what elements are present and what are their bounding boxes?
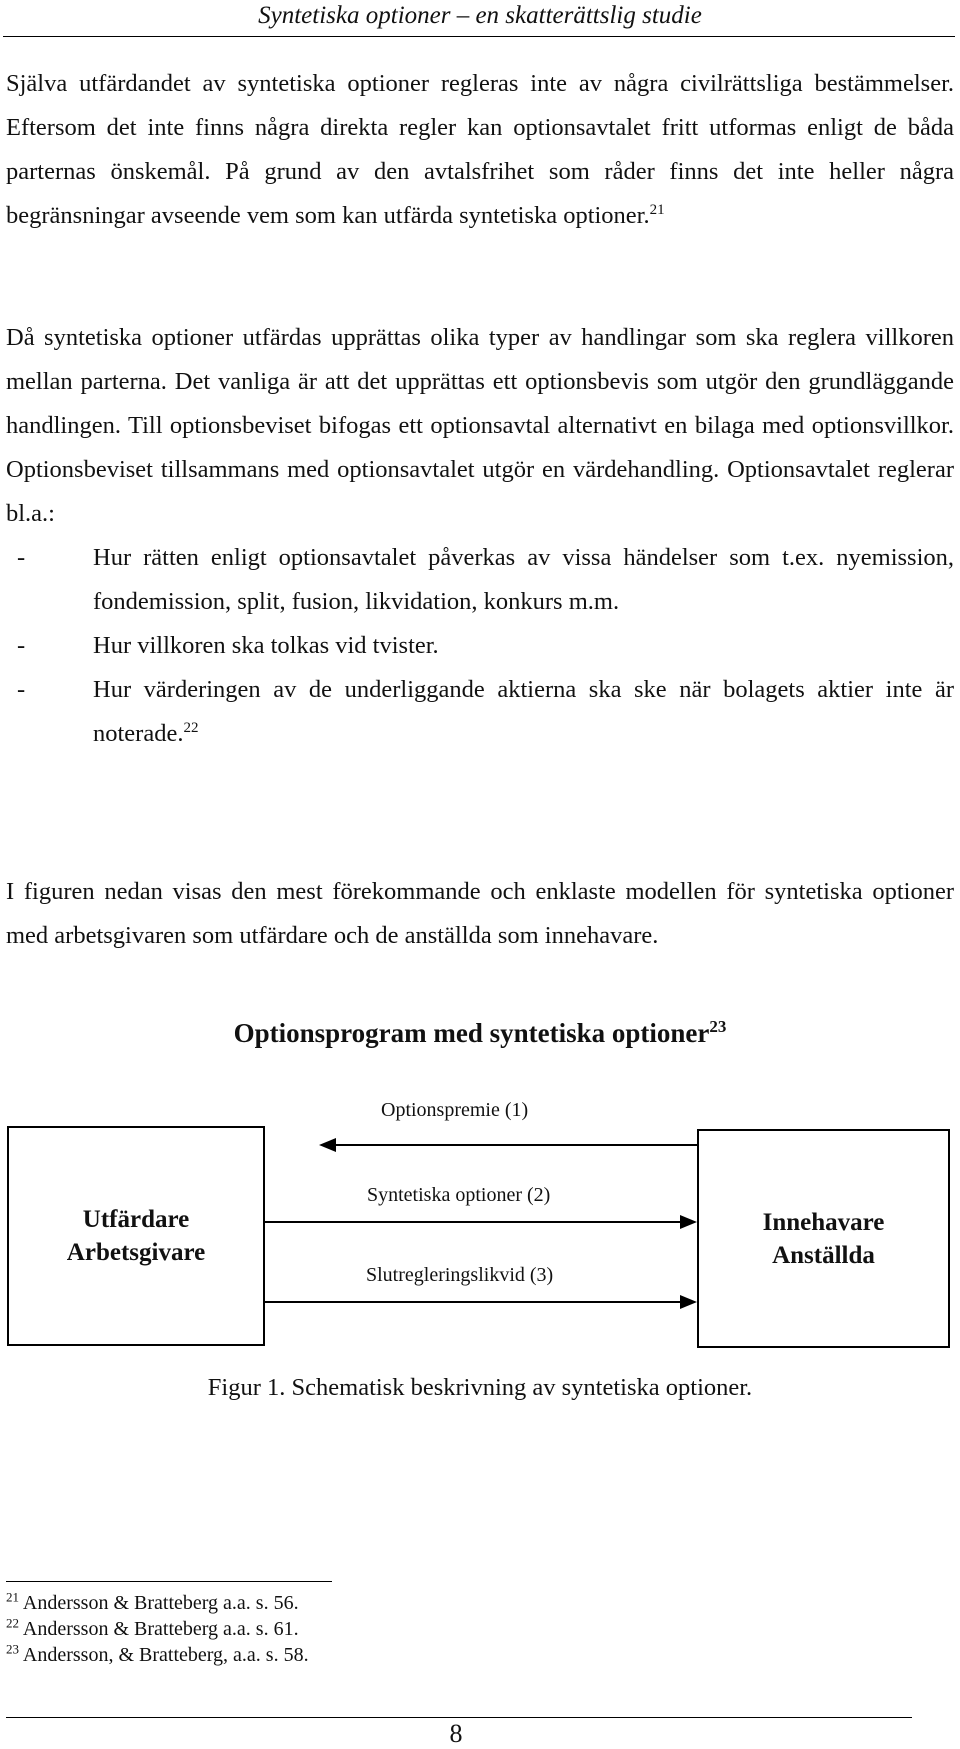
footnote-21 — [6, 1590, 309, 1616]
list-item-text: Hur rätten enligt optionsavtalet påverkas av vissa händelser som t.ex. nyemission, fondemission, split, fusion, likvidation, konkurs m.m. — [93, 544, 954, 615]
footer-rule — [6, 1717, 912, 1718]
flow-label-settlement: Slutregleringslikvid (3) — [366, 1264, 554, 1286]
footnotes — [6, 1590, 309, 1668]
list-dash: - — [17, 544, 26, 571]
settlement-arrowhead — [680, 1295, 697, 1309]
paragraph-1-text: Själva utfärdandet av syntetiska optioner regleras inte av några civilrättsliga bestämmelser. Eftersom det inte finns några direkta regler kan optionsavtalet fritt utformas enligt de båda parternas önskemål. På grund av den avtalsfrihet som råder finns det inte heller några begränsningar avseende vem som kan utfärda syntetiska optioner. — [6, 70, 954, 229]
footnote-ref-21[interactable]: 21 — [649, 201, 665, 218]
footnote-text: Andersson & Bratteberg a.a. s. 61. — [22, 1618, 299, 1640]
flow-label-premium: Optionspremie (1) — [381, 1099, 529, 1121]
footnote-ref-22[interactable]: 22 — [183, 719, 199, 736]
list-dash: - — [17, 676, 26, 703]
options-arrowhead — [680, 1215, 697, 1229]
list-item-text: Hur villkoren ska tolkas vid tvister. — [93, 632, 439, 659]
holder-box — [697, 1129, 950, 1348]
list-item-text: Hur värderingen av de underliggande aktierna ska ske när bolagets aktier inte är noterade. — [93, 676, 954, 747]
footnote-number: 22 — [6, 1615, 19, 1631]
premium-arrowhead — [319, 1138, 336, 1152]
holder-box-line1: Innehavare — [762, 1208, 885, 1236]
page-number: 8 — [449, 1719, 463, 1748]
footnote-number: 21 — [6, 1589, 19, 1605]
list-dash: - — [17, 632, 26, 659]
running-header: Syntetiska optioner – en skatterättslig studie — [258, 2, 702, 29]
issuer-box-line2: Arbetsgivare — [66, 1239, 206, 1266]
footnote-22 — [6, 1616, 309, 1642]
footnote-23 — [6, 1642, 309, 1668]
flow-label-options: Syntetiska optioner (2) — [367, 1184, 551, 1206]
footnote-number: 23 — [6, 1641, 19, 1657]
figure-caption: Figur 1. Schematisk beskrivning av syntetiska optioner. — [207, 1374, 753, 1401]
footnote-text: Andersson, & Bratteberg, a.a. s. 58. — [22, 1644, 309, 1666]
footnote-rule — [6, 1581, 332, 1582]
issuer-box-line1: Utfärdare — [82, 1206, 190, 1233]
footnote-text: Andersson & Bratteberg a.a. s. 56. — [22, 1592, 299, 1614]
issuer-box — [7, 1126, 265, 1346]
footnote-ref-23[interactable]: 23 — [709, 1017, 727, 1036]
paragraph-3-text: I figuren nedan visas den mest förekommande och enklaste modellen för syntetiska optioner med arbetsgivaren som utfärdare och de anställda som innehavare. — [6, 878, 954, 949]
paragraph-2-text: Då syntetiska optioner utfärdas upprättas olika typer av handlingar som ska reglera villkoren mellan parterna. Det vanliga är att det upprättas ett optionsbevis som utgör den grundläggande handlingen. Till optionsbeviset bifogas ett optionsavtal alternativt en bilaga med optionsvillkor. Optionsbeviset tillsammans med optionsavtalet utgör en värdehandling. Optionsavtalet reglerar bl.a.: — [6, 324, 954, 527]
figure-title-text: Optionsprogram med syntetiska optioner — [233, 1018, 710, 1048]
holder-box-line2: Anställda — [772, 1241, 875, 1269]
